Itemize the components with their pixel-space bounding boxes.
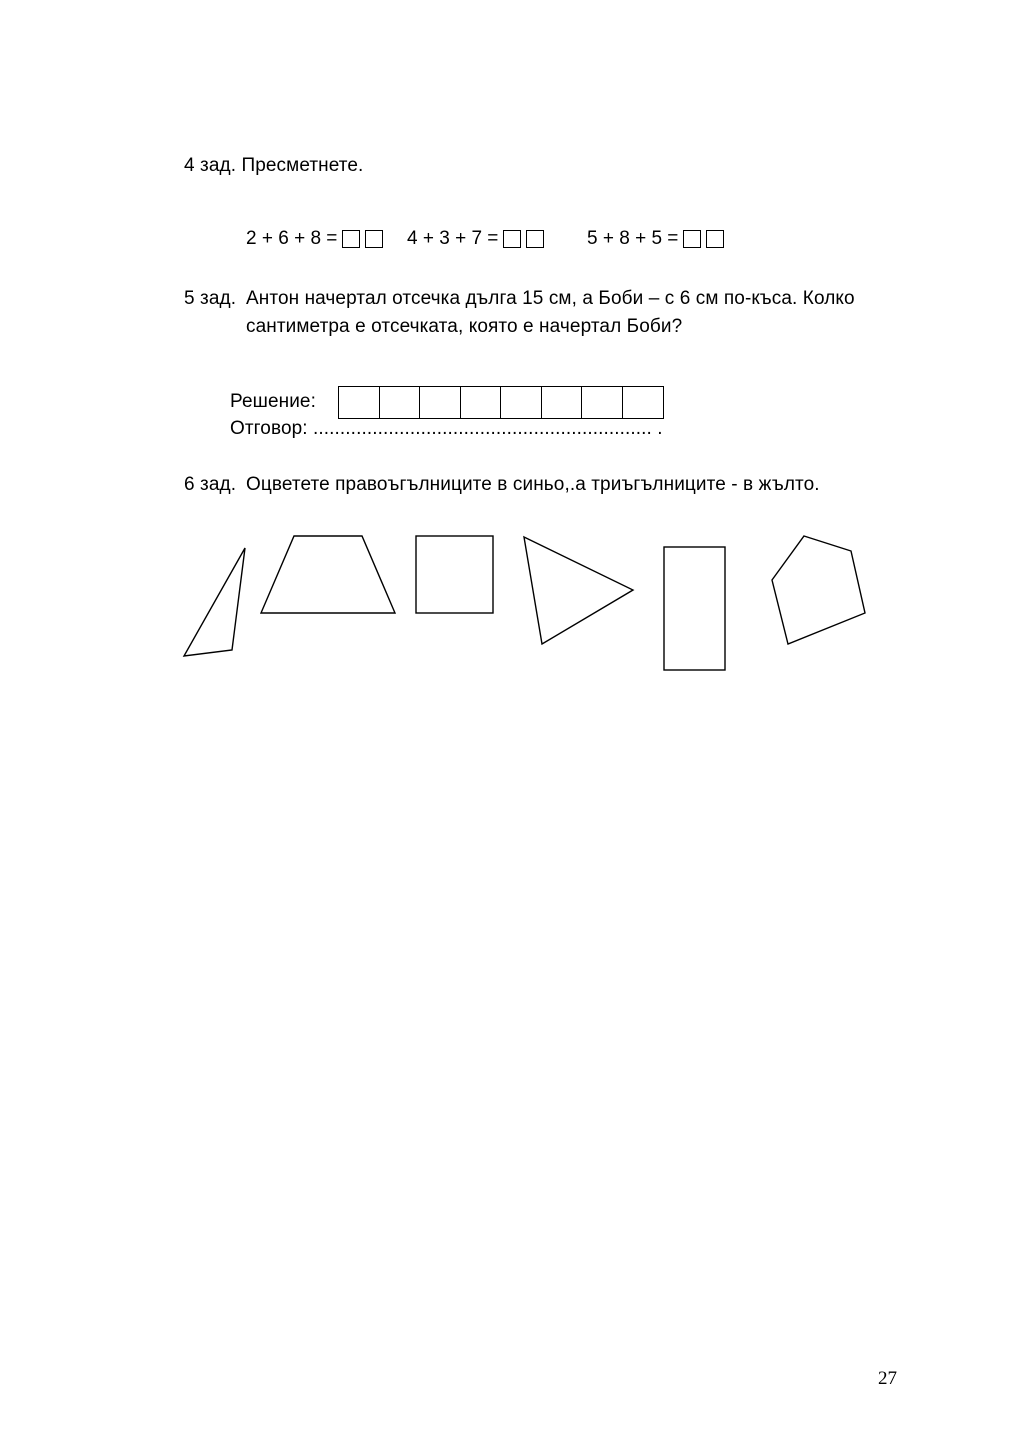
task5-text-line1: Антон начертал отсечка дълга 15 см, а Боби – с 6 см по-къса. Колко	[246, 288, 855, 309]
equation-1-expr: 2 + 6 + 8 =	[246, 228, 338, 249]
page-number: 27	[878, 1368, 897, 1389]
equation-2-expr: 4 + 3 + 7 =	[407, 228, 499, 249]
shape-square[interactable]	[416, 536, 493, 613]
shape-triangle-thin[interactable]	[184, 548, 245, 656]
equation-3-expr: 5 + 8 + 5 =	[587, 228, 679, 249]
task4-heading: 4 зад. Пресметнете.	[184, 155, 364, 176]
shape-trapezoid[interactable]	[261, 536, 395, 613]
shape-triangle[interactable]	[524, 537, 633, 644]
answer-line[interactable]: Отговор: ............................................................... .	[230, 418, 663, 439]
task6-text: Оцветете правоъгълниците в синьо,.а триъгълниците - в жълто.	[246, 474, 820, 495]
task5-label: 5 зад.	[184, 288, 237, 309]
shape-pentagon[interactable]	[772, 536, 865, 644]
shape-rectangle[interactable]	[664, 547, 725, 670]
shapes-row	[0, 0, 1024, 700]
task5-text-line2: сантиметра е отсечката, която е начертал Боби?	[246, 316, 683, 337]
solution-label: Решение:	[230, 391, 316, 412]
task6-label: 6 зад.	[184, 474, 237, 495]
